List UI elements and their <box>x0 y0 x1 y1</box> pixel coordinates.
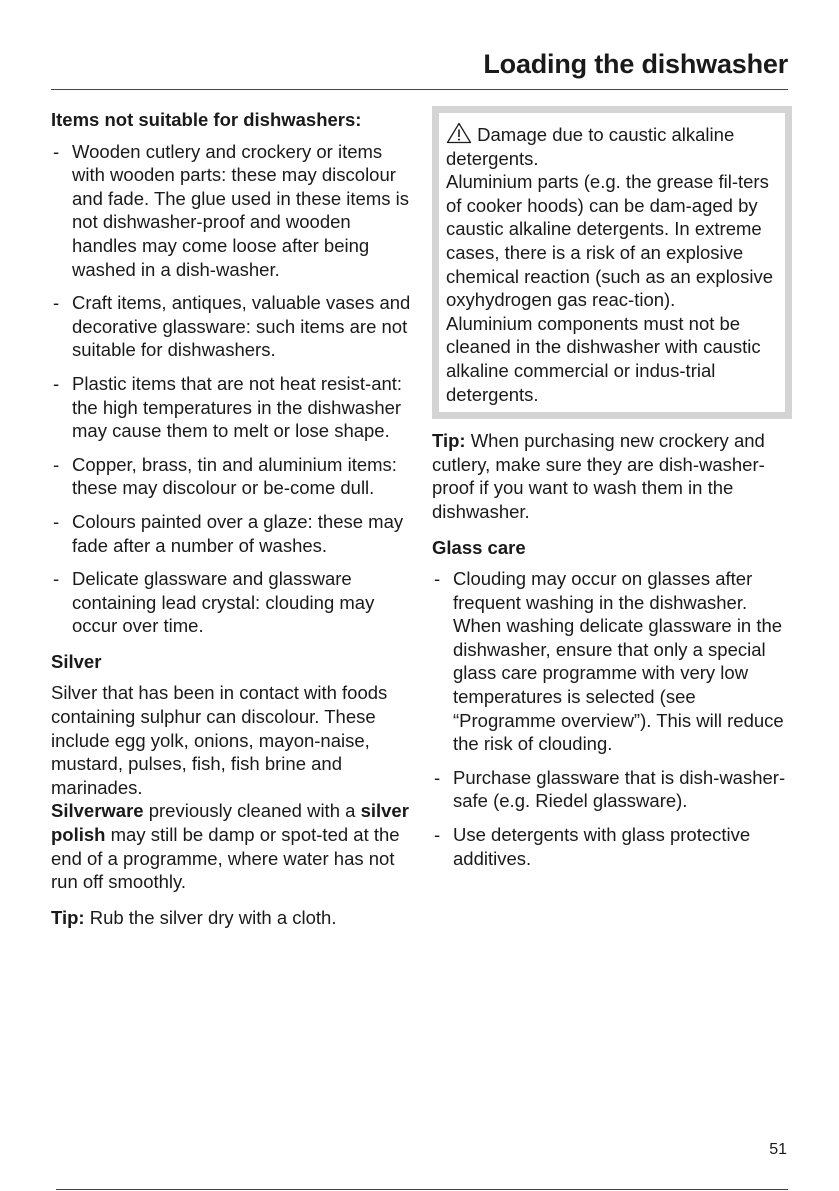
list-item-text: Plastic items that are not heat resist-ant: the high temperatures in the dishwasher may cause them to melt or lose shape. <box>72 372 403 442</box>
silver-heading: Silver <box>51 650 102 672</box>
glass-care-list <box>432 567 792 870</box>
list-item-text: Colours painted over a glaze: these may fade after a number of washes. <box>72 510 404 556</box>
bullet-dash: - <box>53 568 60 590</box>
warning-box-inner <box>439 113 785 412</box>
silverware-paragraph <box>51 799 412 893</box>
list-item-text: Use detergents with glass protective additives. <box>453 824 751 869</box>
unsuitable-items-list <box>51 140 412 638</box>
warning-box <box>432 106 792 419</box>
crockery-tip <box>432 429 792 523</box>
right-column <box>432 108 792 882</box>
page-number: 51 <box>769 1141 787 1158</box>
unsuitable-items-heading: Items not suitable for dishwashers: <box>51 109 362 130</box>
list-item <box>51 140 412 282</box>
silverware-text-2: may still be damp or spot-ted at the end of a programme, where water has not run off smoothly. <box>51 824 400 893</box>
tip-text: When purchasing new crockery and cutlery, make sure they are dish-washer-proof if you want to wash them in the dishwasher. <box>432 430 765 522</box>
silverware-text-1: previously cleaned with a <box>143 800 361 822</box>
bullet-dash: - <box>434 568 441 590</box>
list-item <box>51 372 412 443</box>
list-item <box>432 823 792 870</box>
glass-care-heading: Glass care <box>432 536 526 558</box>
list-item <box>51 291 412 362</box>
warning-paragraph-2: Aluminium components must not be cleaned in the dishwasher with caustic alkaline commercial or indus-trial detergents. <box>446 312 761 405</box>
list-item-text: Craft items, antiques, valuable vases and decorative glassware: such items are not suitable for dishwashers. <box>72 292 411 361</box>
page-title: Loading the dishwasher <box>483 49 788 79</box>
footer-divider <box>56 1189 788 1190</box>
left-column <box>51 108 412 929</box>
list-item-text: Delicate glassware and glassware containing lead crystal: clouding may occur over time. <box>72 568 375 637</box>
bullet-dash: - <box>53 372 60 394</box>
list-item-text: Copper, brass, tin and aluminium items: these may discolour or be-come dull. <box>72 453 397 499</box>
silverware-term: Silverware <box>51 800 144 822</box>
tip-text: Rub the silver dry with a cloth. <box>84 906 337 928</box>
list-item-text: Wooden cutlery and crockery or items with wooden parts: these may discolour and fade. The glue used in these items is not dishwasher-proof and wooden handles may come loose after being washed in a dish-washer. <box>72 140 409 280</box>
warning-triangle-icon <box>446 122 472 144</box>
bullet-dash: - <box>434 824 441 846</box>
bullet-dash: - <box>53 453 60 475</box>
silver-polish-term: silver polish <box>51 800 409 846</box>
silver-tip <box>51 906 412 930</box>
bullet-dash: - <box>53 292 60 314</box>
bullet-dash: - <box>434 766 441 788</box>
list-item-text: Clouding may occur on glasses after frequent washing in the dishwasher. When washing delicate glassware in the dishwasher, ensure that only a special glass care programme with very low temperatures is selected (see “Programme overview”). This will reduce the risk of clouding. <box>453 568 784 755</box>
bullet-dash: - <box>53 140 60 162</box>
silver-paragraph: Silver that has been in contact with foods containing sulphur can discolour. These include egg yolk, onions, mayon-naise, mustard, pulses, fish, fish brine and marinades. <box>51 682 388 798</box>
tip-label: Tip: <box>51 906 85 928</box>
tip-label: Tip: <box>432 430 466 452</box>
warning-paragraph-1: Aluminium parts (e.g. the grease fil-ters of cooker hoods) can be dam-aged by caustic alkaline detergents. In extreme cases, there is a risk of an explosive chemical reaction (such as an explosive oxyhydrogen gas reac-tion). <box>446 171 773 311</box>
title-divider <box>51 89 788 90</box>
list-item <box>51 567 412 638</box>
list-item-text: Purchase glassware that is dish-washer-safe (e.g. Riedel glassware). <box>453 766 786 812</box>
list-item <box>51 510 412 557</box>
bullet-dash: - <box>53 510 60 532</box>
warning-title <box>446 122 778 170</box>
list-item <box>51 453 412 500</box>
list-item <box>432 766 792 813</box>
warning-title-text: Damage due to caustic alkaline detergents. <box>446 124 735 169</box>
list-item <box>432 567 792 756</box>
